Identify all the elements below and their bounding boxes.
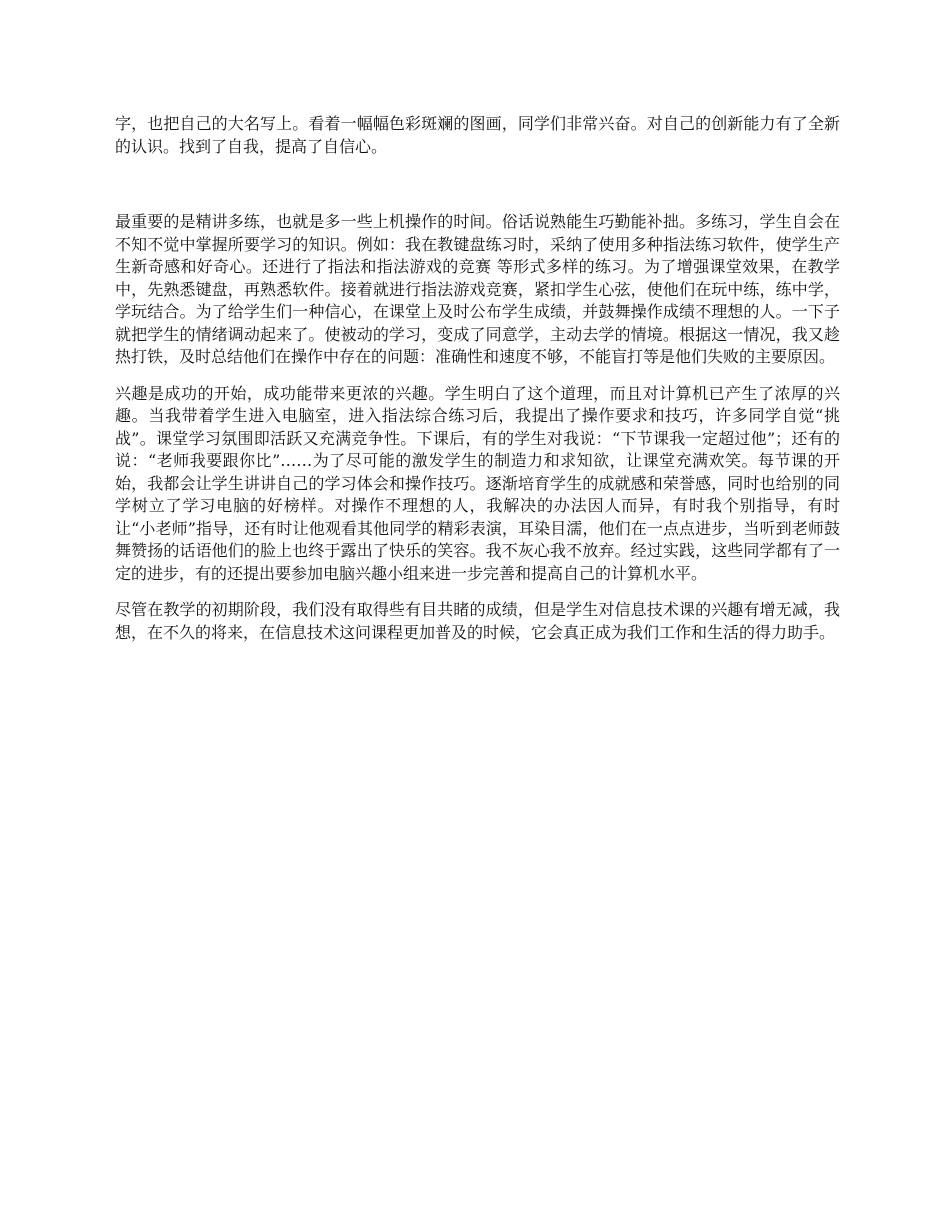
paragraph-2: 最重要的是精讲多练，也就是多一些上机操作的时间。俗话说熟能生巧勤能补拙。多练习，学生自会在不知不觉中掌握所要学习的知识。例如：我在教键盘练习时，采纳了使用多种指法练习软件，使学生产生新奇感和好奇心。还进行了指法和指法游戏的竞赛 等形式多样的练习。为了增强课堂效果，在教学中，先熟悉键盘，再熟悉软件。接着就进行指法游戏竞赛，紧扣学生心弦，使他们在玩中练，练中学，学玩结合。为了给学生们一种信心，在课堂上及时公布学生成绩，并鼓舞操作成绩不理想的人。一下子就把学生的情绪调动起来了。使被动的学习，变成了同意学，主动去学的情境。根据这一情况，我又趁热打铁，及时总结他们在操作中存在的问题：准确性和速度不够，不能盲打等是他们失败的主要原因。 — [115, 212, 840, 366]
paragraph-1: 字，也把自己的大名写上。看着一幅幅色彩斑斓的图画，同学们非常兴奋。对自己的创新能力有了全新的认识。找到了自我，提高了自信心。 — [115, 114, 840, 156]
document-body — [115, 113, 840, 658]
paragraph-3: 兴趣是成功的开始，成功能带来更浓的兴趣。学生明白了这个道理，而且对计算机已产生了浓厚的兴趣。当我带着学生进入电脑室，进入指法综合练习后，我提出了操作要求和技巧，许多同学自觉“挑战”。课堂学习氛围即活跃又充满竞争性。下课后，有的学生对我说：“下节课我一定超过他”；还有的说：“老师我要跟你比”……为了尽可能的激发学生的制造力和求知欲，让课堂充满欢笑。每节课的开始，我都会让学生讲讲自己的学习体会和操作技巧。逐渐培育学生的成就感和荣誉感，同时也给别的同学树立了学习电脑的好榜样。对操作不理想的人，我解决的办法因人而异，有时我个别指导，有时让“小老师”指导，还有时让他观看其他同学的精彩表演，耳染目濡，他们在一点点进步，当听到老师鼓舞赞扬的话语他们的脸上也终于露出了快乐的笑容。我不灰心我不放弃。经过实践，这些同学都有了一定的进步，有的还提出要参加电脑兴趣小组来进一步完善和提高自己的计算机水平。 — [115, 383, 840, 583]
paragraph-4: 尽管在教学的初期阶段，我们没有取得些有目共睹的成绩，但是学生对信息技术课的兴趣有增无减，我想，在不久的将来，在信息技术这问课程更加普及的时候，它会真正成为我们工作和生活的得力助手。 — [115, 600, 840, 642]
